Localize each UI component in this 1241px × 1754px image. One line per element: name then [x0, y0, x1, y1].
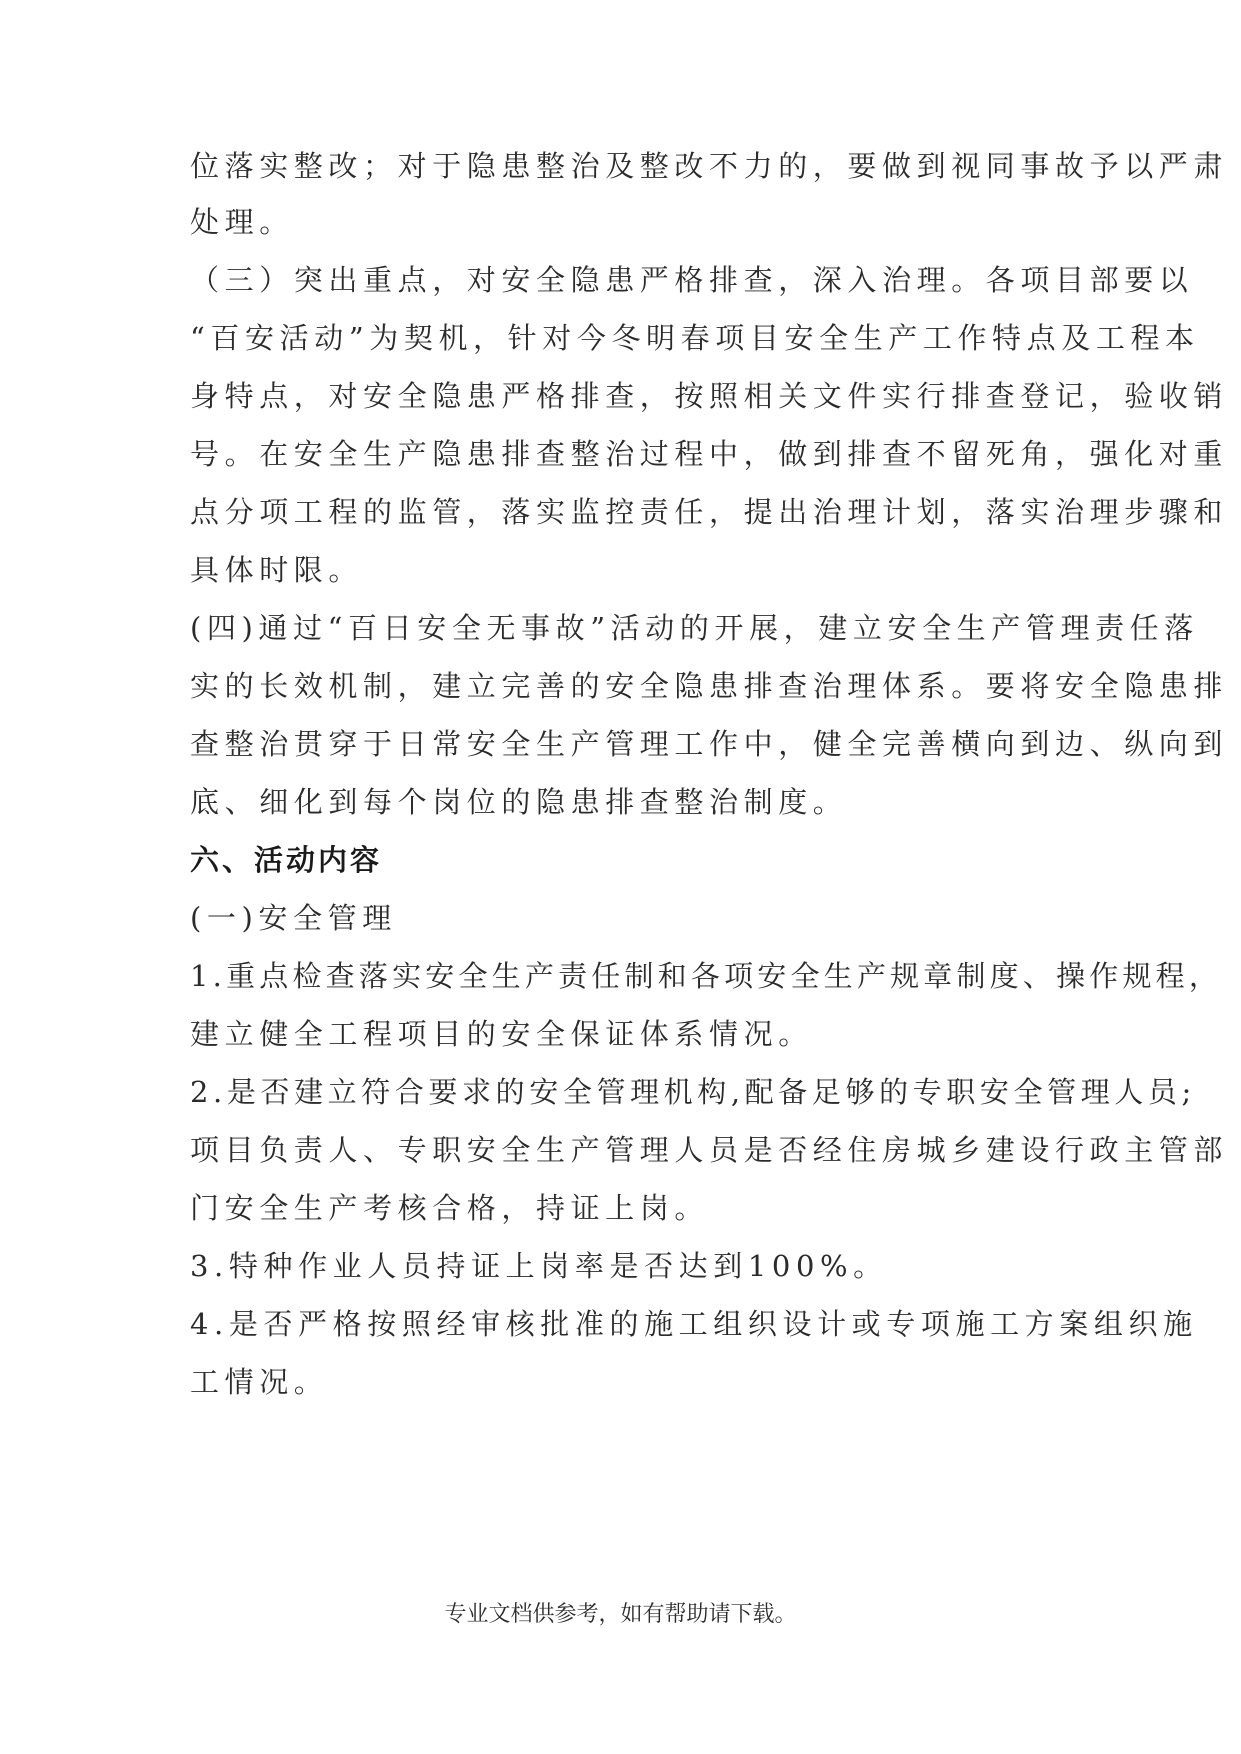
section-heading: 六、活动内容	[190, 843, 383, 877]
page-footer: 专业文档供参考，如有帮助请下载。	[444, 1602, 797, 1627]
text-line: 处理。	[190, 205, 294, 239]
text-line: 3.特种作业人员持证上岗率是否达到100%。	[190, 1249, 888, 1283]
text-line: 门安全生产考核合格，持证上岗。	[190, 1191, 710, 1225]
text-line: 4.是否严格按照经审核批准的施工组织设计或专项施工方案组织施	[190, 1307, 1198, 1341]
text-line: “百安活动”为契机，针对今冬明春项目安全生产工作特点及工程本	[190, 321, 1200, 355]
text-line: 实的长效机制，建立完善的安全隐患排查治理体系。要将安全隐患排	[190, 669, 1229, 703]
text-line: (四)通过“百日安全无事故”活动的开展，建立安全生产管理责任落	[190, 611, 1199, 645]
text-line: 1.重点检查落实安全生产责任制和各项安全生产规章制度、操作规程，	[190, 959, 1223, 993]
text-line: （三）突出重点，对安全隐患严格排查，深入治理。各项目部要以	[190, 263, 1194, 297]
subsection-heading: (一)安全管理	[190, 901, 397, 935]
text-line: 工情况。	[190, 1365, 329, 1399]
text-line: 2.是否建立符合要求的安全管理机构,配备足够的专职安全管理人员;	[190, 1075, 1196, 1109]
text-line: 号。在安全生产隐患排查整治过程中，做到排查不留死角，强化对重	[190, 437, 1229, 471]
text-line: 位落实整改；对于隐患整治及整改不力的，要做到视同事故予以严肃	[190, 149, 1229, 183]
text-line: 查整治贯穿于日常安全生产管理工作中，健全完善横向到边、纵向到	[190, 727, 1229, 761]
text-line: 建立健全工程项目的安全保证体系情况。	[190, 1017, 813, 1051]
text-line: 项目负责人、专职安全生产管理人员是否经住房城乡建设行政主管部	[190, 1133, 1229, 1167]
text-line: 点分项工程的监管，落实监控责任，提出治理计划，落实治理步骤和	[190, 495, 1229, 529]
text-line: 具体时限。	[190, 553, 364, 587]
text-line: 底、细化到每个岗位的隐患排查整治制度。	[190, 785, 848, 819]
text-line: 身特点，对安全隐患严格排查，按照相关文件实行排查登记，验收销	[190, 379, 1229, 413]
